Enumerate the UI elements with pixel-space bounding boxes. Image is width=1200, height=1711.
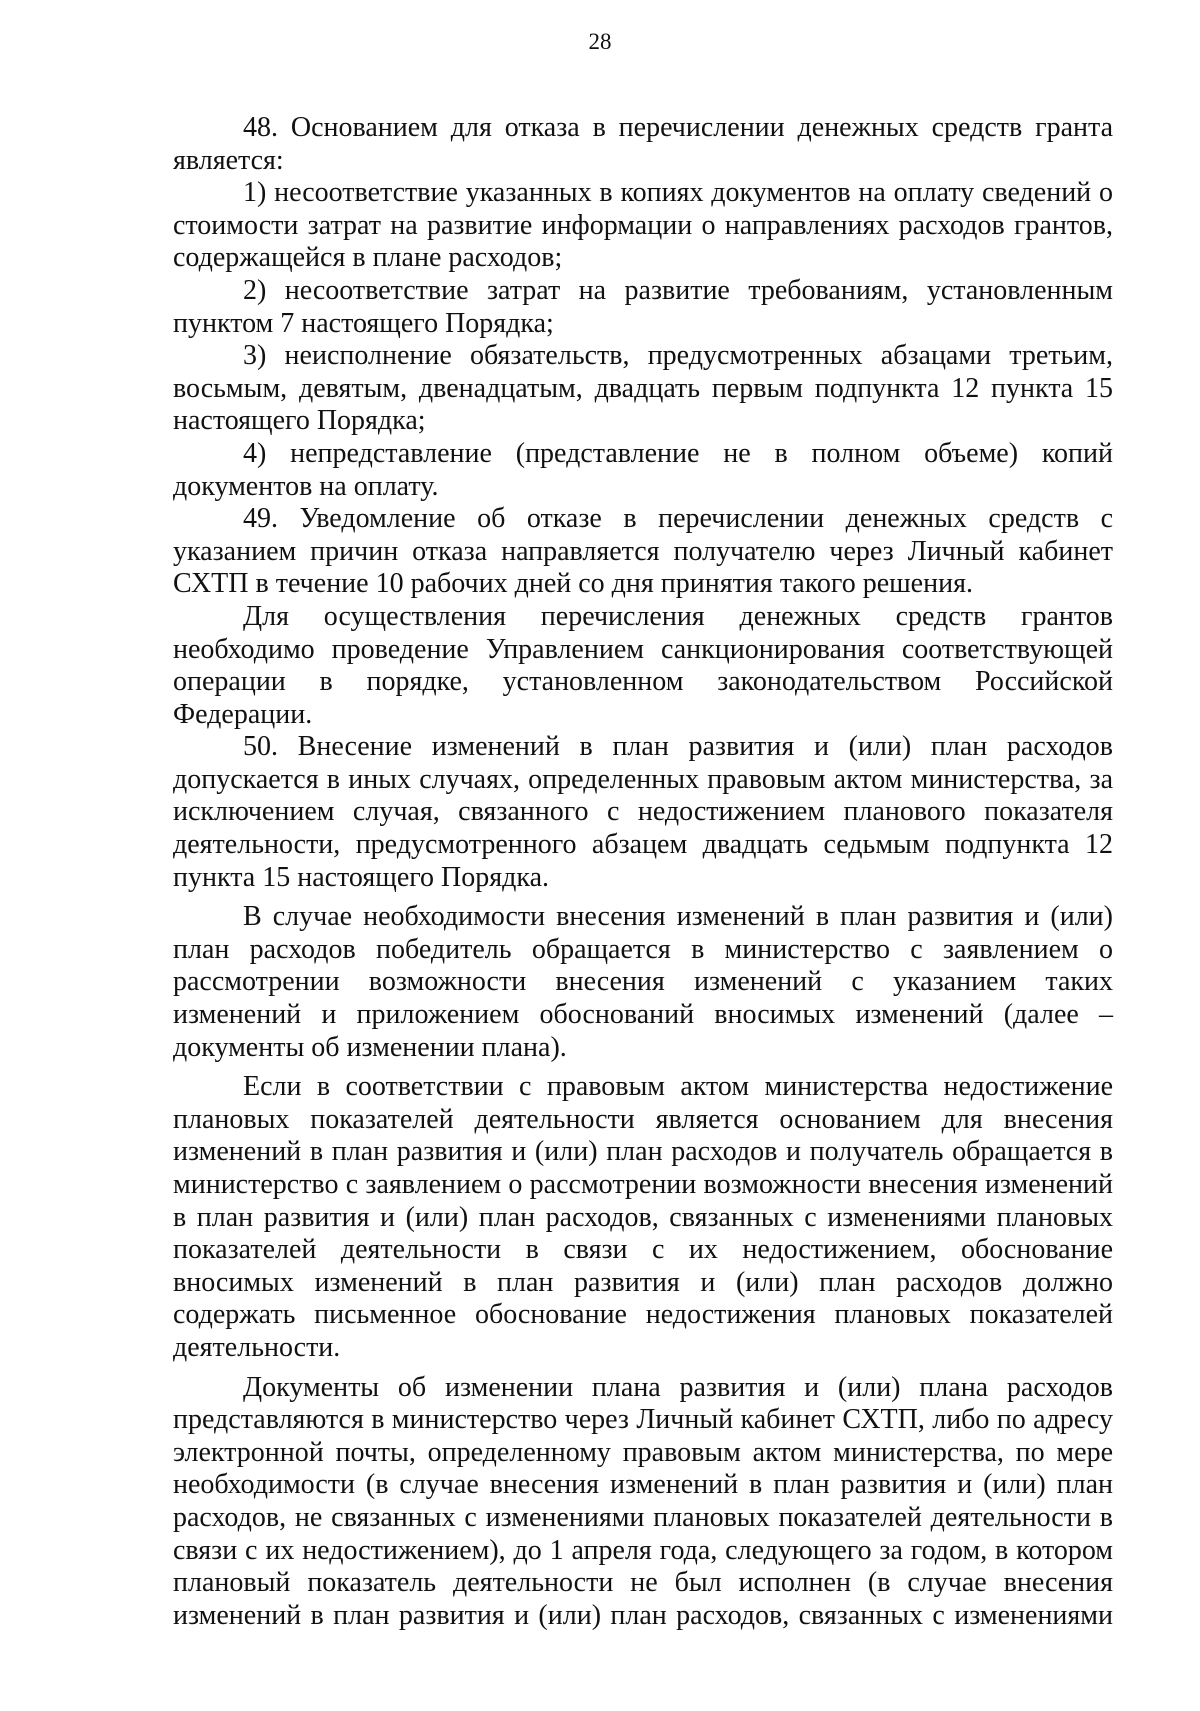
paragraph-item-4: 4) непредставление (представление не в полном объеме) копий документов на оплату. xyxy=(173,437,1113,502)
paragraph-item-3: 3) неисполнение обязательств, предусмотренных абзацами третьим, восьмым, девятым, двенадцатым, двадцать первым подпункта 12 пункта 15 настоящего Порядка; xyxy=(173,340,1113,437)
paragraph-50-application: В случае необходимости внесения изменений в план развития и (или) план расходов победитель обращается в министерство с заявлением о рассмотрении возможности внесения изменений с указанием таких изменений и приложением обоснований вносимых изменений (далее – документы об изменении плана). xyxy=(173,901,1113,1063)
paragraph-49: 49. Уведомление об отказе в перечислении денежных средств с указанием причин отказа направляется получателю через Личный кабинет СХТП в течение 10 рабочих дней со дня принятия такого решения. xyxy=(173,503,1113,600)
paragraph-50-submission: Документы об изменении плана развития и (или) плана расходов представляются в министерство через Личный кабинет СХТП, либо по адресу электронной почты, определенному правовым актом министерства, по мере необходимости (в случае внесения изменений в план развития и (или) план расходов, не связанных с изменениями плановых показателей деятельности в связи с их недостижением), до 1 апреля года, следующего за годом, в котором плановый показатель деятельности не был исполнен (в случае внесения изменений в план развития и (или) план расходов, связанных с изменениями xyxy=(173,1371,1113,1631)
document-body xyxy=(173,112,1113,1632)
paragraph-50-underachievement: Если в соответствии с правовым актом министерства недостижение плановых показателей деятельности является основанием для внесения изменений в план развития и (или) план расходов и получатель обращается в министерство с заявлением о рассмотрении возможности внесения изменений в план развития и (или) план расходов, связанных с изменениями плановых показателей деятельности в связи с их недостижением, обоснование вносимых изменений в план развития и (или) план расходов должно содержать письменное обоснование недостижения плановых показателей деятельности. xyxy=(173,1071,1113,1363)
paragraph-48-intro: 48. Основанием для отказа в перечислении денежных средств гранта является: xyxy=(173,112,1113,176)
paragraph-item-1: 1) несоответствие указанных в копиях документов на оплату сведений о стоимости затрат на развитие информации о направлениях расходов грантов, содержащейся в плане расходов; xyxy=(173,177,1113,274)
paragraph-49-transfer: Для осуществления перечисления денежных средств грантов необходимо проведение Управлением санкционирования соответствующей операции в порядке, установленном законодательством Российской Федерации. xyxy=(173,600,1113,730)
paragraph-item-2: 2) несоответствие затрат на развитие требованиям, установленным пунктом 7 настоящего Порядка; xyxy=(173,274,1113,339)
page-number: 28 xyxy=(588,29,612,54)
paragraph-50: 50. Внесение изменений в план развития и (или) план расходов допускается в иных случаях, определенных правовым актом министерства, за исключением случая, связанного с недостижением планового показателя деятельности, предусмотренного абзацем двадцать седьмым подпункта 12 пункта 15 настоящего Порядка. xyxy=(173,731,1113,893)
